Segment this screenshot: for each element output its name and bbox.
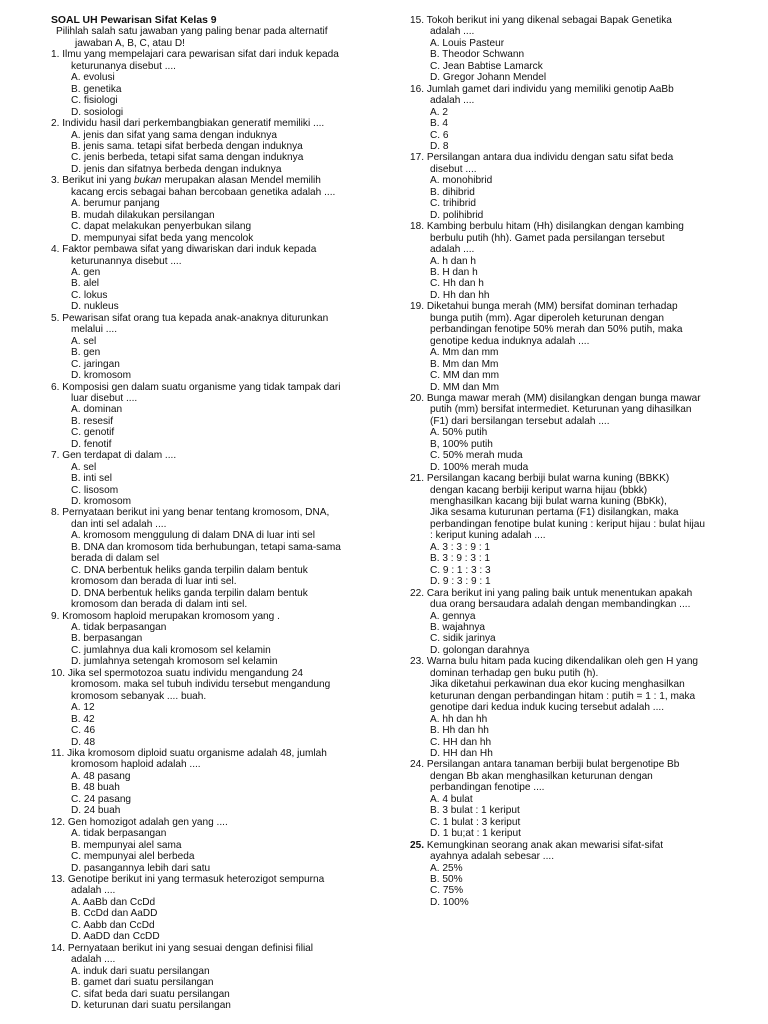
page-title: SOAL UH Pewarisan Sifat Kelas 9 [51,15,217,26]
question-stem: 7. Gen terdapat di dalam .... [51,450,177,462]
answer-option: A. sel [71,461,97,473]
question-stem: 8. Pernyataan berikut ini yang benar tentang kromosom, DNA, [51,507,330,519]
question-stem [410,840,738,851]
answer-option: C. jaringan [71,358,120,370]
question-stem: 9. Kromosom haploid merupakan kromosom yang . [51,610,280,622]
question-stem: 19. Diketahui bunga merah (MM) bersifat dominan terhadap [410,301,678,313]
answer-option: C. Jean Babtise Lamarck [430,60,543,72]
answer-option: C. DNA berbentuk heliks ganda terpilin dalam bentuk [71,564,308,576]
question-stem [51,175,385,186]
question-item [410,301,738,393]
answer-option: B. mudah dilakukan persilangan [71,209,215,221]
question-stem: 14. Pernyataan berikut ini yang sesuai dengan definisi filial [51,942,314,954]
question-stem: 1. Ilmu yang mempelajari cara pewarisan sifat dari induk kepada [51,49,339,61]
answer-option: D. keturunan dari suatu persilangan [71,999,231,1011]
answer-option: A. evolusi [71,72,115,84]
answer-option: D. 1 bu;at : 1 keriput [430,828,521,840]
question-stem-continuation: perbandingan fenotipe bulat kuning : keriput hijau : bulat hijau [430,518,705,530]
answer-option: A. berumur panjang [71,198,160,210]
question-item [51,313,385,382]
question-number: 25. [410,839,425,851]
answer-option: A. hh dan hh [430,713,488,725]
question-item [410,152,738,221]
answer-option: A. tidak berpasangan [71,828,167,840]
answer-option: C. 6 [430,129,449,141]
stem-text: Kemungkinan seorang anak akan mewarisi sifat-sifat [424,839,664,851]
answer-option: D. Hh dan hh [430,289,490,301]
answer-option: B. Mm dan Mm [430,358,499,370]
answer-option: B. CcDd dan AaDD [71,908,158,920]
question-stem-continuation: perbandingan fenotipe 50% merah dan 50% putih, maka [430,324,683,336]
question-item [51,175,385,244]
answer-option: C. HH dan hh [430,736,492,748]
answer-option-continuation: kromosom dan berada di luar inti sel. [71,576,237,588]
answer-option: A. gennya [430,610,476,622]
answer-option: C. dapat melakukan penyerbukan silang [71,221,252,233]
question-stem-continuation: kromosom sebanyak .... buah. [71,690,207,702]
question-stem: 5. Pewarisan sifat orang tua kepada anak-anaknya diturunkan [51,312,329,324]
answer-option: C. sidik jarinya [430,633,496,645]
answer-option: D. golongan darahnya [430,644,530,656]
instruction-line-1: Pilihlah salah satu jawaban yang paling benar pada alternatif [56,26,328,38]
answer-option: C. 24 pasang [71,793,132,805]
answer-option: B. 50% [430,873,463,885]
answer-option: D. 9 : 3 : 9 : 1 [430,576,491,588]
answer-option: B. inti sel [71,473,112,485]
answer-option: B. H dan h [430,266,478,278]
answer-option: A. AaBb dan CcDd [71,896,156,908]
question-stem-continuation: keturunannya disebut .... [71,255,182,267]
question-item [51,118,385,175]
question-stem-continuation: luar disebut .... [71,392,138,404]
answer-option: D. fenotif [71,438,112,450]
question-item [51,382,385,451]
question-stem: 21. Persilangan kacang berbiji bulat warna kuning (BBKK) [410,473,670,485]
answer-option: C. trihibrid [430,198,476,210]
question-item [51,748,385,817]
question-stem: 20. Bunga mawar merah (MM) disilangkan dengan bunga mawar [410,392,701,404]
answer-option: C. lokus [71,289,108,301]
question-item [51,49,385,118]
answer-option: B. 42 [71,713,95,725]
left-column [51,15,385,1011]
answer-option: B. dihibrid [430,186,475,198]
question-item [51,668,385,748]
question-stem-continuation: dua orang bersaudara adalah dengan membandingkan .... [430,599,691,611]
question-item [410,84,738,153]
answer-option: D. Gregor Johann Mendel [430,72,547,84]
question-stem-continuation: disebut .... [430,163,477,175]
question-stem: 16. Jumlah gamet dari individu yang memiliki genotip AaBb [410,83,674,95]
answer-option: B. resesif [71,415,114,427]
answer-option: D. kromosom [71,370,132,382]
question-stem: 12. Gen homozigot adalah gen yang .... [51,816,228,828]
question-stem-continuation: melalui .... [71,324,117,336]
answer-option: C. genotif [71,427,115,439]
question-stem-continuation: kromosom haploid adalah .... [71,759,201,771]
question-item [51,450,385,507]
answer-option: A. dominan [71,404,123,416]
answer-option: D. sosiologi [71,106,124,118]
question-item [410,840,738,909]
question-stem-continuation: bunga putih (mm). Agar diperoleh keturunan dengan [430,312,664,324]
answer-option: B. wajahnya [430,622,485,634]
answer-option-continuation: berada di dalam sel [71,553,160,565]
question-stem-continuation: : keriput kuning adalah .... [430,530,546,542]
answer-option: A. 50% putih [430,427,488,439]
answer-option: B. gen [71,347,101,359]
answer-option: D. AaDD dan CcDD [71,931,160,943]
answer-option: D. DNA berbentuk heliks ganda terpilin dalam bentuk [71,587,308,599]
answer-option: D. 100% merah muda [430,461,529,473]
question-stem: 4. Faktor pembawa sifat yang diwariskan dari induk kepada [51,244,317,256]
answer-option: A. 12 [71,702,95,714]
question-stem-continuation: genotipe dari kedua induk kucing tersebut adalah .... [430,702,664,714]
answer-option: D. MM dan Mm [430,381,499,393]
answer-option: D. jumlahnya setengah kromosom sel kelamin [71,656,278,668]
question-stem-continuation: adalah .... [430,244,475,256]
answer-option: B. genetika [71,83,122,95]
question-stem-continuation: dengan kacang berbiji keriput warna hijau (bbkk) [430,484,648,496]
answer-option: C. sifat beda dari suatu persilangan [71,988,230,1000]
answer-option: C. MM dan mm [430,370,499,382]
question-stem-continuation: genotipe kedua induknya adalah .... [430,335,590,347]
question-item [51,943,385,1012]
question-stem: 10. Jika sel spermotozoa suatu individu mengandung 24 [51,667,303,679]
question-item [51,817,385,874]
question-item [51,507,385,610]
answer-option: A. 25% [430,862,463,874]
answer-option: D. nukleus [71,301,119,313]
question-item [51,244,385,313]
question-stem-continuation: putih (mm) bersifat intermediet. Keturunan yang dihasilkan [430,404,692,416]
question-stem-continuation: keturunanya disebut .... [71,60,176,72]
answer-option: C. 46 [71,725,96,737]
question-stem: 22. Cara berikut ini yang paling baik untuk menentukan apakah [410,587,693,599]
question-stem: 13. Genotipe berikut ini yang termasuk heterozigot sempurna [51,873,325,885]
question-item [410,393,738,473]
answer-option: D. 8 [430,140,449,152]
answer-option: D. 24 buah [71,805,121,817]
question-stem-continuation: adalah .... [430,95,475,107]
answer-option: A. gen [71,266,101,278]
answer-option: B. 4 [430,118,448,130]
answer-option: B. Theodor Schwann [430,49,525,61]
answer-option: C. mempunyai alel berbeda [71,851,195,863]
answer-option: C. lisosom [71,484,119,496]
question-stem-continuation: kromosom. maka sel tubuh individu tersebut mengandung [71,679,331,691]
answer-option: D. kromosom [71,496,132,508]
question-item [51,874,385,943]
answer-option: A. jenis dan sifat yang sama dengan induknya [71,129,277,141]
question-item [410,221,738,301]
question-stem-continuation: dengan Bb akan menghasilkan keturunan dengan [430,770,653,782]
question-item [410,656,738,759]
answer-option: B, 100% putih [430,438,493,450]
question-stem-continuation: adalah .... [430,26,475,38]
question-stem-continuation: adalah .... [71,954,116,966]
answer-option: A. 2 [430,106,448,118]
answer-option: C. 50% merah muda [430,450,523,462]
question-stem-continuation: Jika sesama kuturunan pertama (F1) disilangkan, maka [430,507,679,519]
answer-option: D. HH dan Hh [430,748,493,759]
answer-option: C. Hh dan h [430,278,484,290]
instruction-line-2: jawaban A, B, C, atau D! [75,37,185,49]
answer-option: C. 1 bulat : 3 keriput [430,816,521,828]
answer-option: A. Mm dan mm [430,347,499,359]
answer-option: B. mempunyai alel sama [71,839,182,851]
answer-option: C. 75% [430,885,464,897]
answer-option: D. pasangannya lebih dari satu [71,862,211,874]
answer-option: B. DNA dan kromosom tida berhubungan, tetapi sama-sama [71,541,341,553]
question-stem: 23. Warna bulu hitam pada kucing dikendalikan oleh gen H yang [410,656,699,668]
question-item [51,611,385,668]
emphasis-word: bukan [134,175,162,187]
question-stem-continuation: dominan terhadap gen buku putih (h). [430,667,599,679]
question-stem-continuation: dan inti sel adalah .... [71,518,167,530]
answer-option: C. 9 : 1 : 3 : 3 [430,564,491,576]
question-stem: 11. Jika kromosom diploid suatu organisme adalah 48, jumlah [51,748,327,759]
question-stem-continuation: adalah .... [71,885,116,897]
question-stem-continuation: ayahnya adalah sebesar .... [430,851,555,863]
question-stem-continuation: kacang ercis sebagai bahan bercobaan genetika adalah .... [71,186,336,198]
answer-option: B. 3 : 9 : 3 : 1 [430,553,491,565]
question-item [410,15,738,84]
question-item [410,588,738,657]
question-stem-continuation: berbulu putih (hh). Gamet pada persilangan tersebut [430,232,665,244]
answer-option: D. 48 [71,736,96,748]
answer-option: A. tidak berpasangan [71,622,167,634]
right-column [410,15,738,908]
question-stem-continuation: perbandingan fenotipe .... [430,782,545,794]
answer-option: A. 48 pasang [71,770,131,782]
answer-option: A. h dan h [430,255,477,267]
answer-option: A. Louis Pasteur [430,37,505,49]
answer-option: B. 48 buah [71,782,120,794]
answer-option: D. mempunyai sifat beda yang mencolok [71,232,254,244]
question-stem-continuation: Jika diketahui perkawinan dua ekor kucing menghasilkan [430,679,685,691]
answer-option: B. Hh dan hh [430,725,489,737]
answer-option: D. jenis dan sifatnya berbeda dengan induknya [71,163,282,175]
question-item [410,759,738,839]
answer-option: A. kromosom menggulung di dalam DNA di luar inti sel [71,530,316,542]
answer-option-continuation: kromosom dan berada di dalam inti sel. [71,599,248,611]
answer-option: A. sel [71,335,97,347]
question-stem: 15. Tokoh berikut ini yang dikenal sebagai Bapak Genetika [410,15,672,26]
answer-option: D. 100% [430,896,469,908]
question-stem: 2. Individu hasil dari perkembangbiakan generatif memiliki .... [51,118,325,130]
question-item [410,473,738,588]
question-stem-continuation: menghasilkan kacang biji bulat warna kuning (BbKk), [430,496,667,508]
stem-text: merupakan alasan Mendel memilih [161,175,321,187]
answer-option: D. polihibrid [430,209,484,221]
answer-option: C. jenis berbeda, tetapi sifat sama dengan induknya [71,152,304,164]
answer-option: B. berpasangan [71,633,143,645]
answer-option: C. jumlahnya dua kali kromosom sel kelamin [71,644,271,656]
answer-option: B. gamet dari suatu persilangan [71,977,214,989]
question-stem-continuation: (F1) dari bersilangan tersebut adalah .... [430,415,610,427]
answer-option: B. jenis sama. tetapi sifat berbeda dengan induknya [71,140,303,152]
question-stem-continuation: keturunan dengan perbandingan hitam : putih = 1 : 1, maka [430,690,696,702]
answer-option: A. 4 bulat [430,793,473,805]
answer-option: B. alel [71,278,100,290]
question-stem: 18. Kambing berbulu hitam (Hh) disilangkan dengan kambing [410,221,684,233]
answer-option: B. 3 bulat : 1 keriput [430,805,520,817]
question-stem: 24. Persilangan antara tanaman berbiji bulat bergenotipe Bb [410,759,680,771]
question-stem: 17. Persilangan antara dua individu dengan satu sifat beda [410,152,674,164]
stem-text: 3. Berikut ini yang [51,175,135,187]
answer-option: A. 3 : 3 : 9 : 1 [430,541,491,553]
answer-option: C. Aabb dan CcDd [71,919,155,931]
answer-option: C. fisiologi [71,95,118,107]
question-stem: 6. Komposisi gen dalam suatu organisme yang tidak tampak dari [51,381,341,393]
answer-option: A. monohibrid [430,175,493,187]
answer-option: A. induk dari suatu persilangan [71,965,210,977]
